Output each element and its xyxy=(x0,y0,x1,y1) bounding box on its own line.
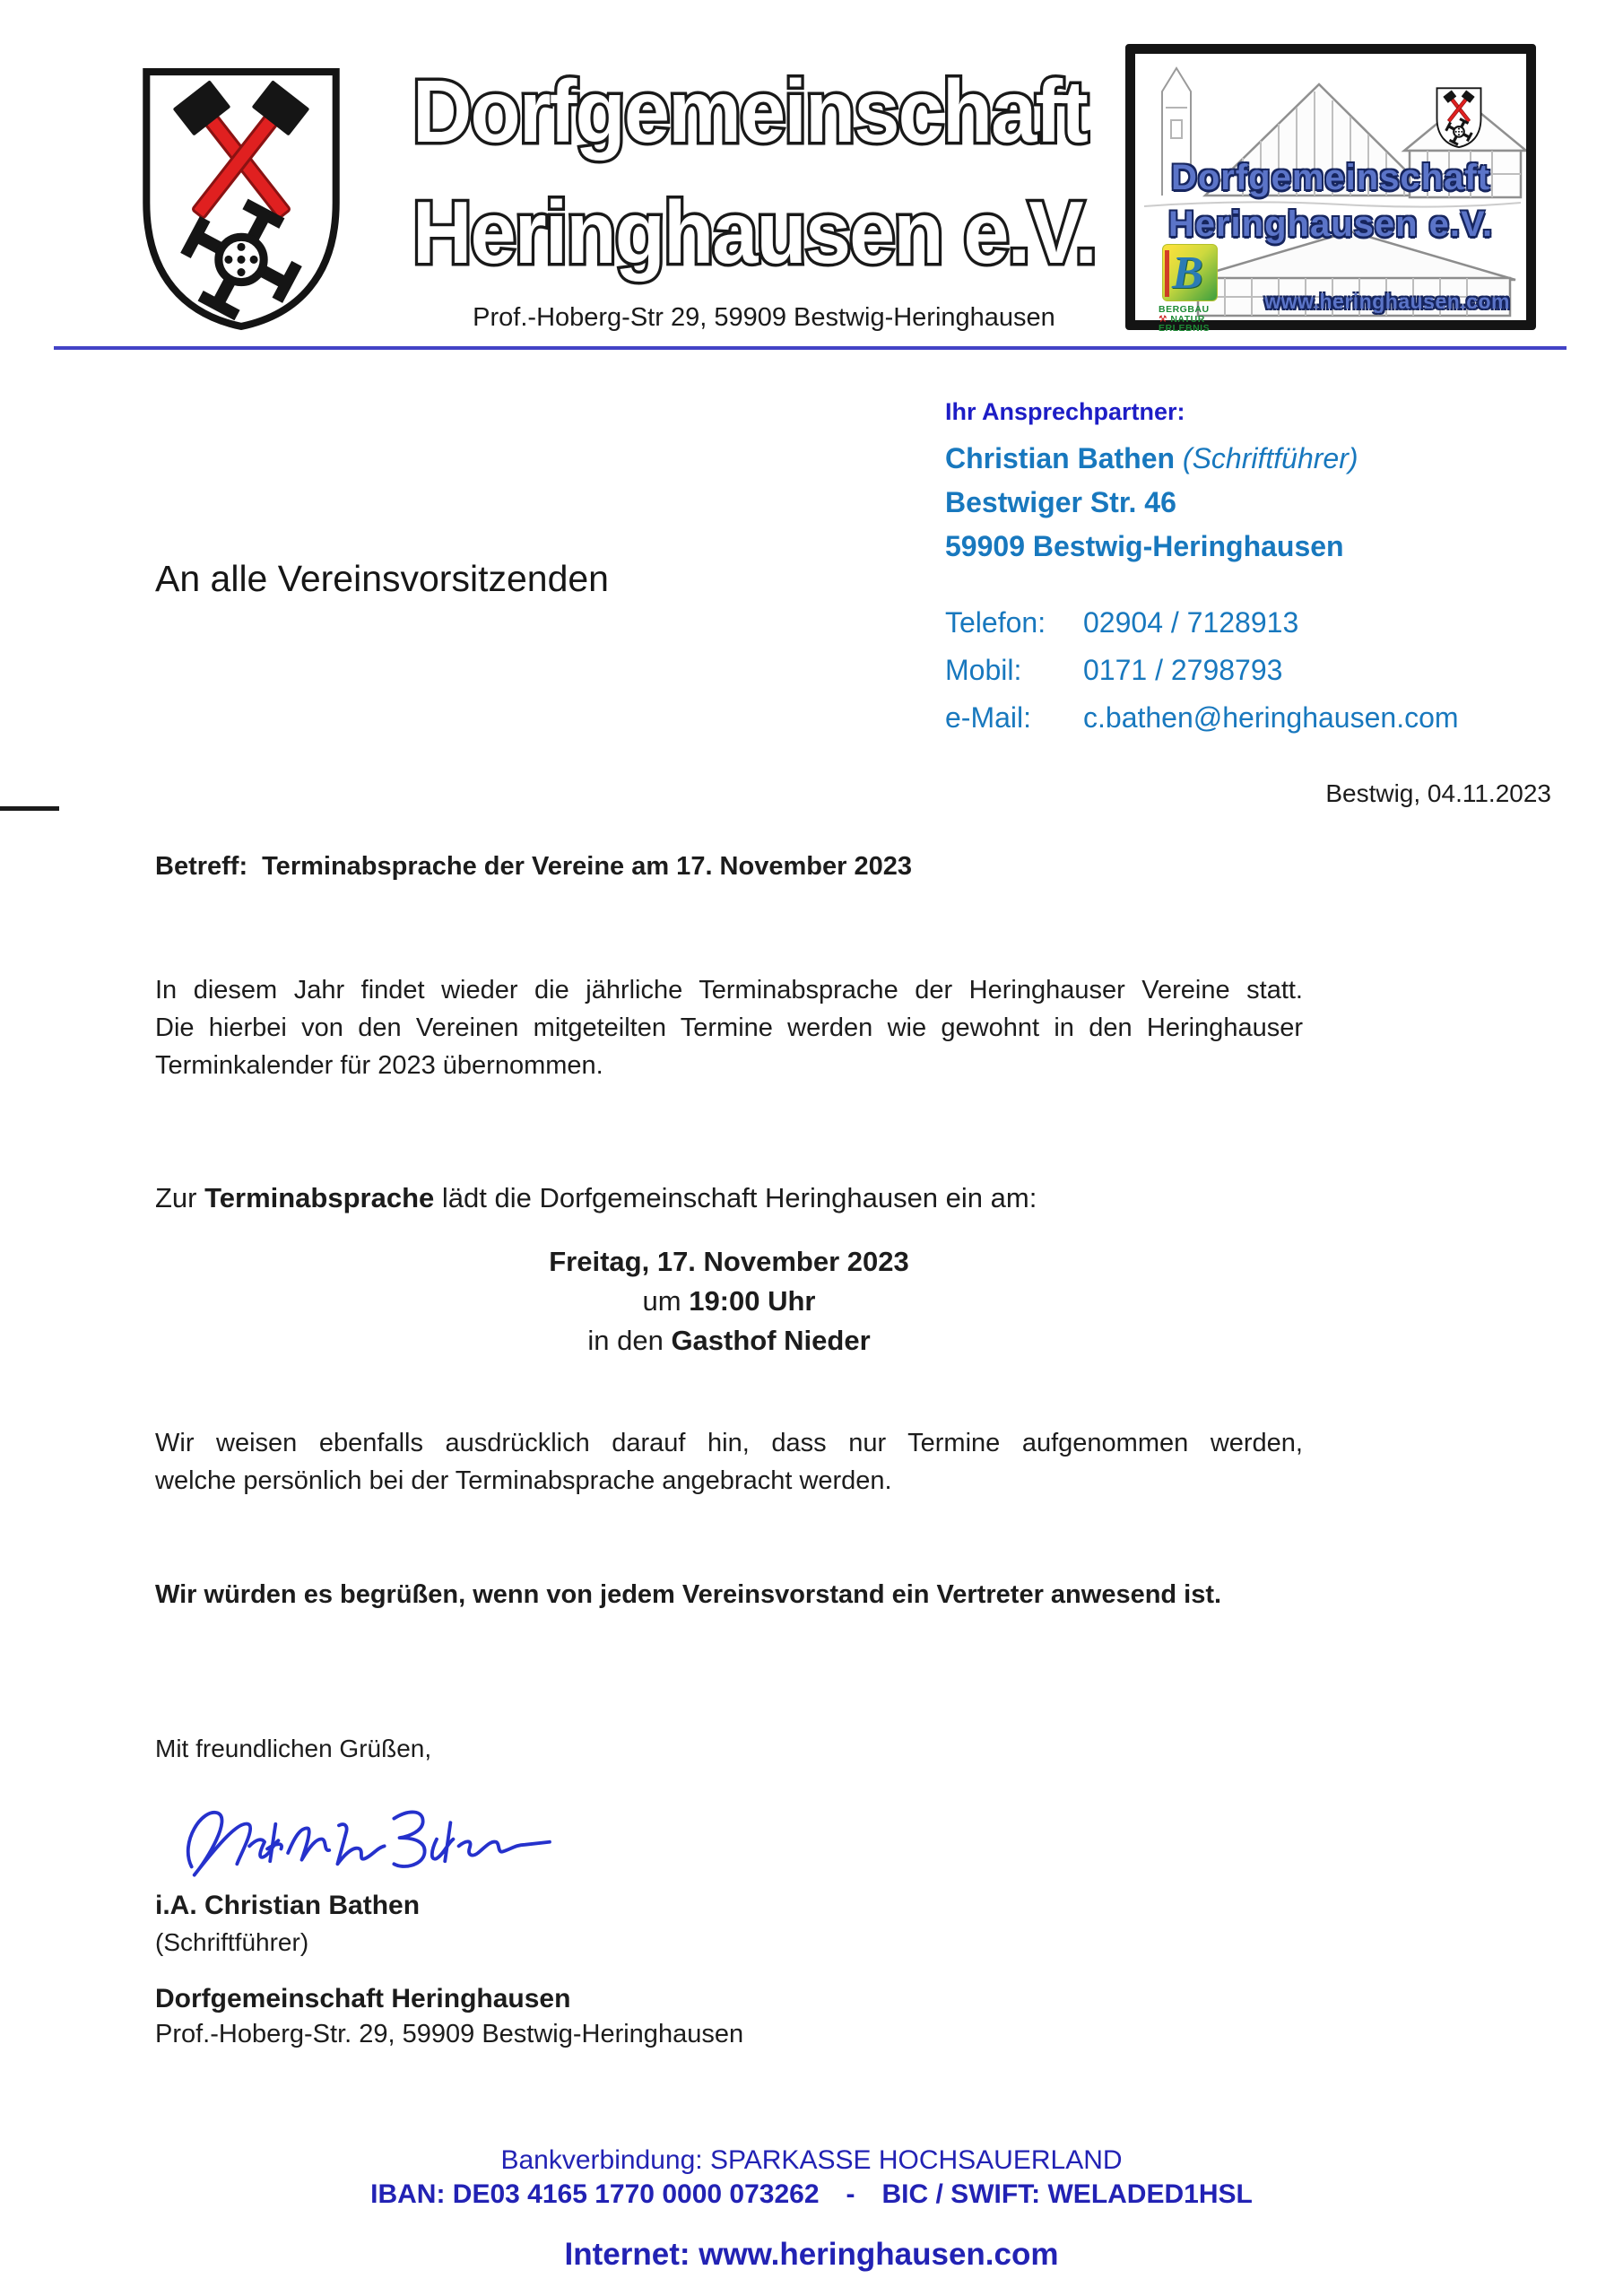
logo-title-line1: Dorfgemeinschaft xyxy=(1170,158,1491,197)
contact-rows xyxy=(945,599,1537,742)
meeting-time: 19:00 Uhr xyxy=(689,1285,816,1317)
footer-bic: BIC / SWIFT: WELADED1HSL xyxy=(881,2179,1253,2209)
date-line: Bestwig, 04.11.2023 xyxy=(1325,779,1551,807)
mobile-value: 0171 / 2798793 xyxy=(1083,654,1283,686)
badge-text xyxy=(1159,305,1210,334)
text-line: Wir weisen ebenfalls ausdrücklich darauf hin, dass nur Termine aufgenommen werden, xyxy=(155,1429,1303,1457)
badge-line: ERLEBNIS xyxy=(1159,323,1211,334)
fold-mark xyxy=(0,806,59,811)
logo-website-link[interactable]: www.heringhausen.com xyxy=(1264,290,1510,313)
meeting-time-prefix: um xyxy=(642,1285,681,1317)
badge-line-text: NATUR xyxy=(1170,313,1205,325)
contact-city: 59909 Bestwig-Heringhausen xyxy=(945,530,1344,562)
logo-title-line2: Heringhausen e.V. xyxy=(1167,204,1494,244)
footer-bank-line: Bankverbindung: SPARKASSE HOCHSAUERLAND xyxy=(500,2145,1123,2175)
invite-prefix: Zur xyxy=(155,1182,197,1213)
subject-line xyxy=(155,852,912,882)
org-title xyxy=(405,32,1132,328)
org-title-line1: Dorfgemeinschaft xyxy=(412,62,1089,161)
phone-value: 02904 / 7128913 xyxy=(1083,606,1299,639)
text-line: Terminkalender für 2023 übernommen. xyxy=(155,1051,603,1080)
recipient-line: An alle Vereinsvorsitzenden xyxy=(155,558,609,599)
closing-org: Dorfgemeinschaft Heringhausen xyxy=(155,1984,571,2013)
bergbau-natur-erlebnis-badge xyxy=(1162,244,1218,301)
mobile-label: Mobil: xyxy=(945,654,1022,686)
badge-red-strip xyxy=(1165,250,1169,297)
org-logo-image xyxy=(1125,44,1536,334)
contact-phone-row xyxy=(945,599,1537,647)
meeting-place: Gasthof Nieder xyxy=(671,1325,871,1356)
email-value[interactable]: c.bathen@heringhausen.com xyxy=(1083,701,1459,734)
text-line: welche persönlich bei der Terminabsprache angebracht werden. xyxy=(155,1466,892,1495)
contact-mobile-row xyxy=(945,647,1537,694)
contact-heading: Ihr Ansprechpartner: xyxy=(945,398,1185,425)
paragraph-notice xyxy=(155,1424,1303,1500)
salutation: Mit freundlichen Grüßen, xyxy=(155,1735,432,1762)
invite-keyword: Terminabsprache xyxy=(204,1182,435,1213)
invitation-line xyxy=(155,1182,1037,1214)
meeting-details xyxy=(155,1242,1303,1361)
footer-separator: - xyxy=(846,2179,855,2209)
meeting-time-line xyxy=(155,1282,1303,1321)
paragraph-intro xyxy=(155,971,1303,1084)
logo-title xyxy=(1135,154,1526,248)
badge-line: BERGBAU xyxy=(1159,304,1210,315)
footer-iban: IBAN: DE03 4165 1770 0000 073262 xyxy=(370,2179,820,2209)
phone-label: Telefon: xyxy=(945,606,1046,639)
contact-street: Bestwiger Str. 46 xyxy=(945,486,1176,518)
emphasis-line: Wir würden es begrüßen, wenn von jedem Vereinsvorstand ein Vertreter anwesend ist. xyxy=(155,1580,1222,1609)
contact-email-row xyxy=(945,694,1537,742)
coat-of-arms-shield-icon xyxy=(137,63,345,334)
footer-website-link[interactable]: Internet: www.heringhausen.com xyxy=(564,2237,1059,2272)
org-title-line2: Heringhausen e.V. xyxy=(412,183,1096,282)
subject-label: Betreff: xyxy=(155,852,248,881)
badge-letter: B xyxy=(1172,248,1203,299)
email-label: e-Mail: xyxy=(945,701,1032,734)
invite-suffix: lädt die Dorfgemeinschaft Heringhausen ein am: xyxy=(441,1182,1037,1213)
contact-name: Christian Bathen xyxy=(945,442,1176,474)
handwritten-signature xyxy=(167,1787,552,1899)
text-line: In diesem Jahr findet wieder die jährliche Terminabsprache der Heringhauser Vereine statt. xyxy=(155,976,1303,1004)
footer-iban-line xyxy=(0,2179,1623,2210)
contact-role: (Schriftführer) xyxy=(1182,442,1358,474)
contact-name-row xyxy=(945,437,1537,481)
text-line: Die hierbei von den Vereinen mitgeteilten Termine werden wie gewohnt in den Heringhauser xyxy=(155,1013,1303,1042)
meeting-date: Freitag, 17. November 2023 xyxy=(549,1246,909,1277)
signer-name: i.A. Christian Bathen xyxy=(155,1891,421,1920)
hammer-pick-icon: ⚒ xyxy=(1159,313,1167,325)
meeting-place-line xyxy=(155,1321,1303,1361)
header-divider xyxy=(54,346,1567,350)
signer-role: (Schriftführer) xyxy=(155,1928,309,1956)
closing-org-address: Prof.-Hoberg-Str. 29, 59909 Bestwig-Heringhausen xyxy=(155,2020,744,2048)
mini-shield-icon xyxy=(1435,86,1483,149)
letterhead-address: Prof.-Hoberg-Str 29, 59909 Bestwig-Heringhausen xyxy=(473,303,1055,332)
subject-text: Terminabsprache der Vereine am 17. November 2023 xyxy=(262,852,912,881)
meeting-place-prefix: in den xyxy=(587,1325,664,1356)
contact-block xyxy=(945,398,1537,742)
